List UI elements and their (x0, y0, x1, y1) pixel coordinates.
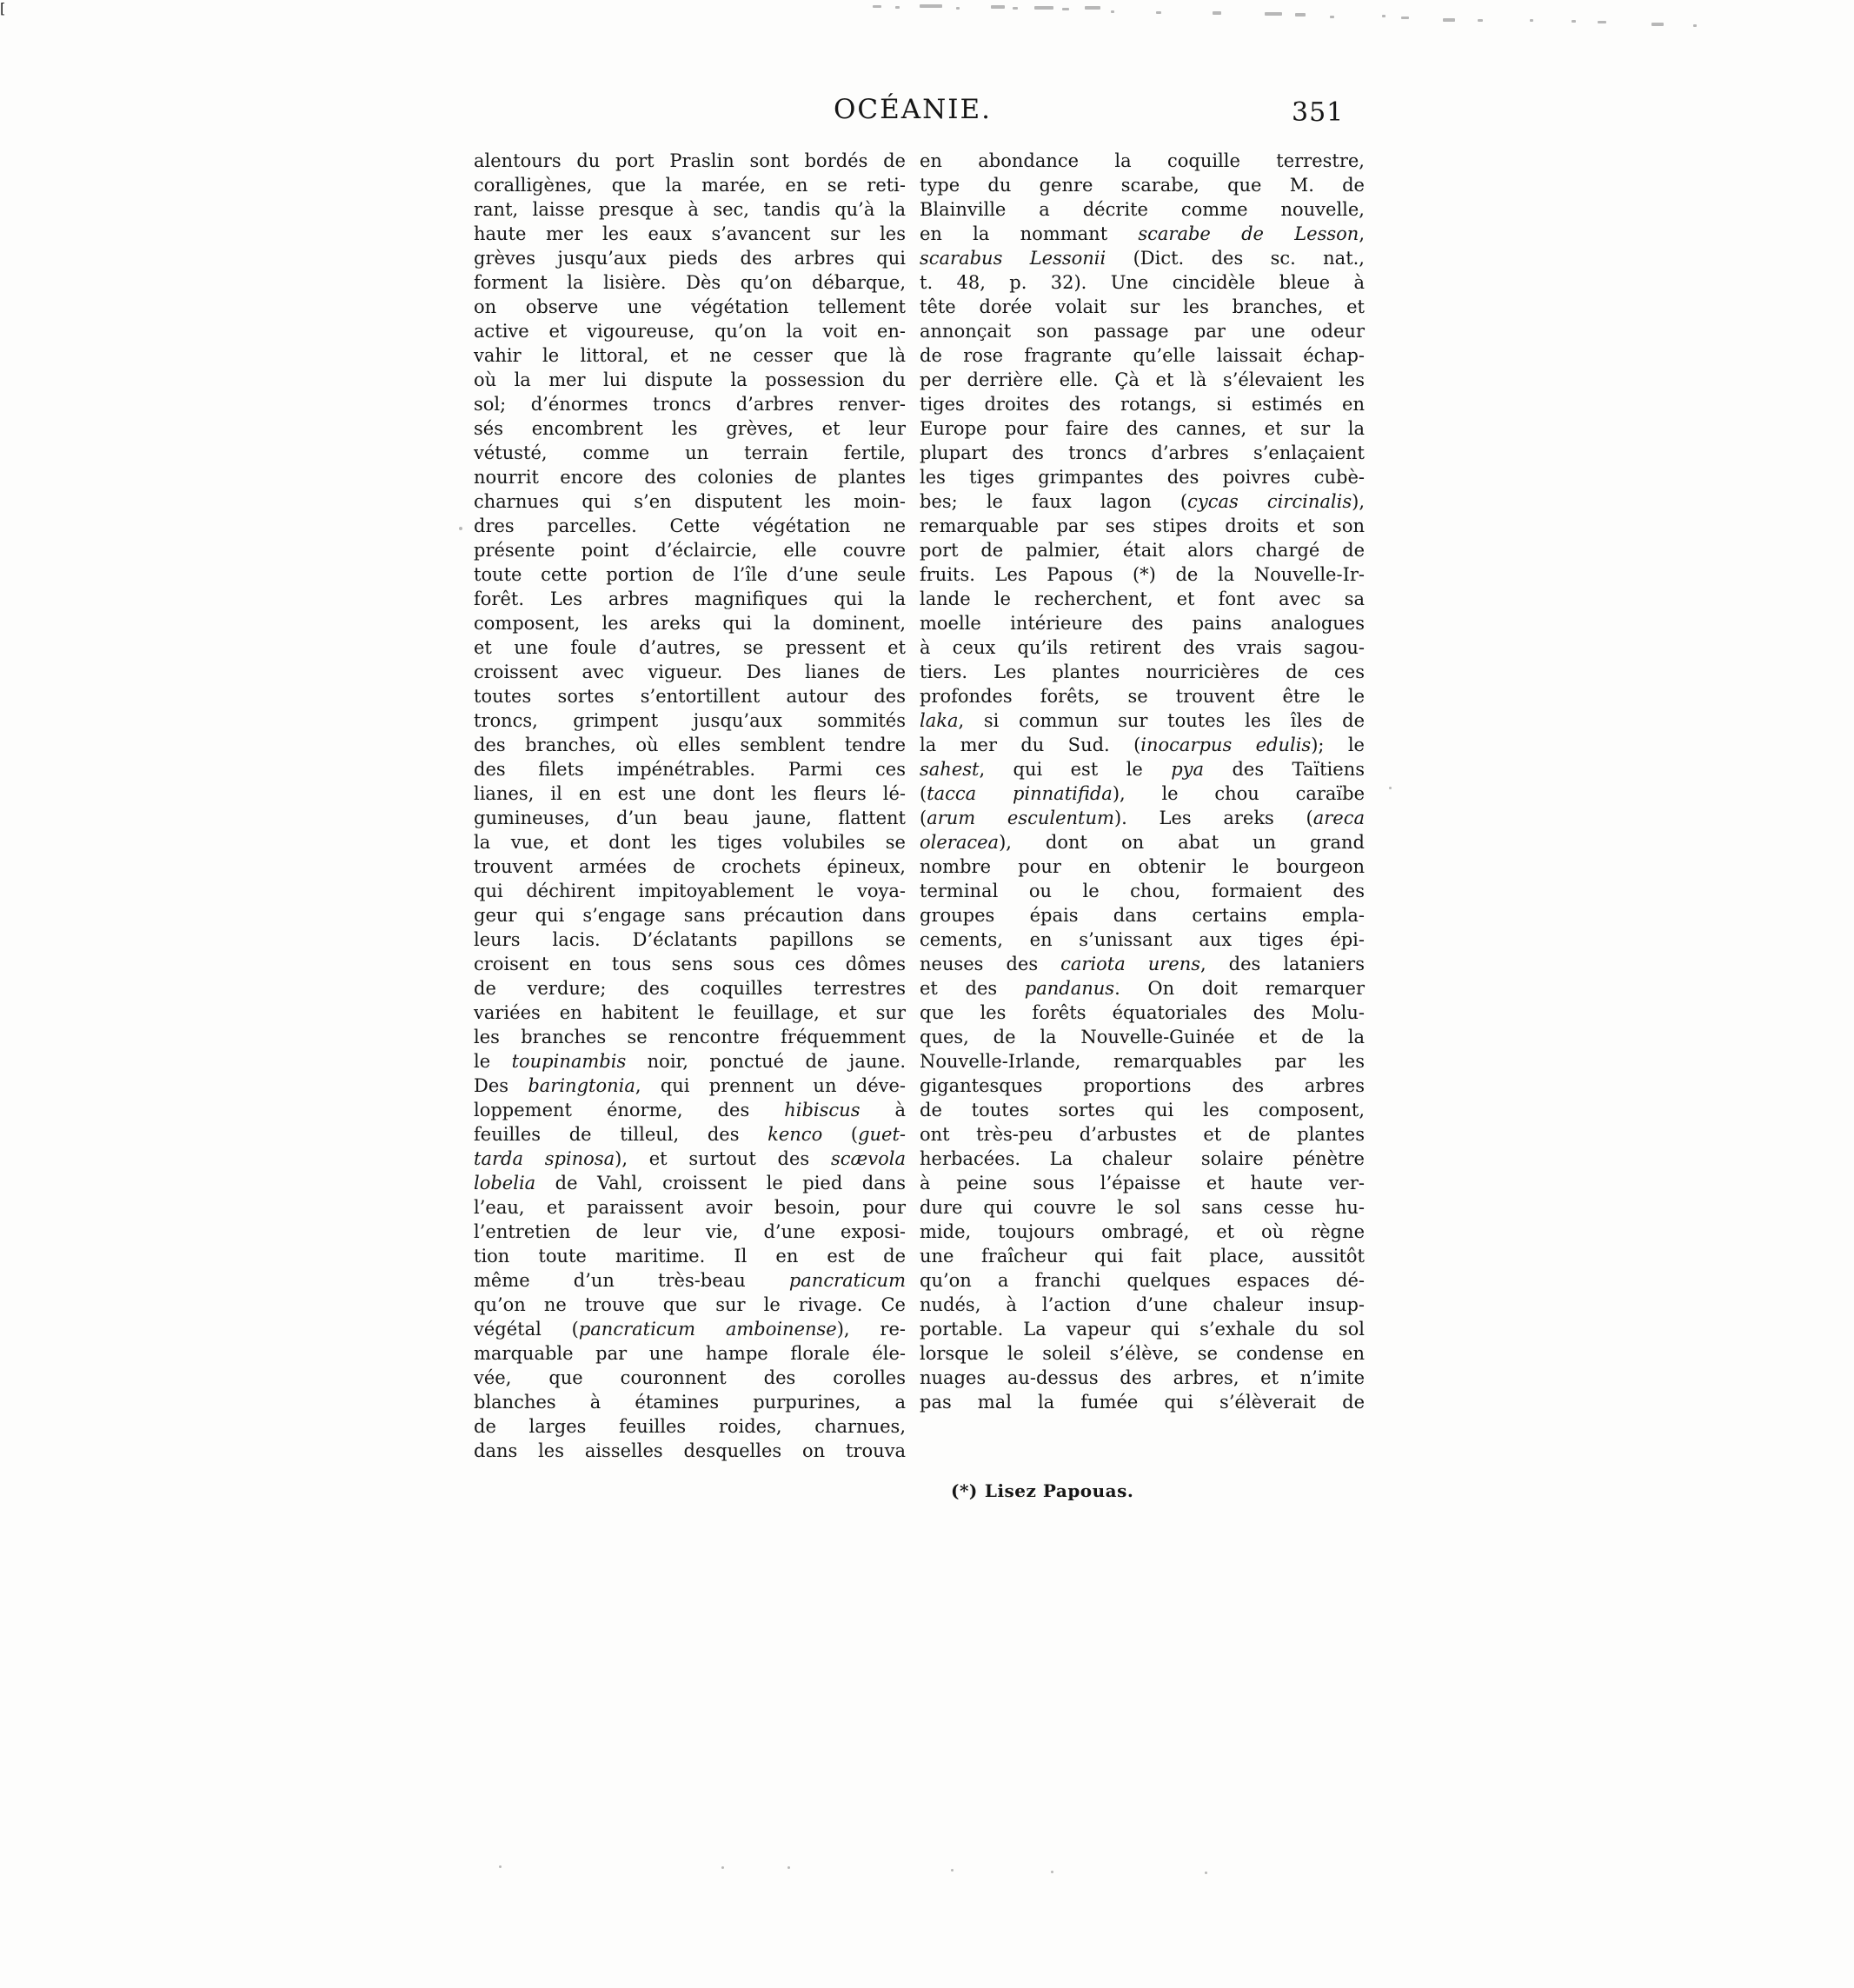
text-segment: en la nommant (920, 223, 1139, 244)
text-segment: , qui est le (979, 759, 1172, 780)
text-segment: ), dont on abat un grand (999, 832, 1365, 853)
text-line (474, 879, 906, 903)
text-line (474, 149, 906, 173)
text-line (474, 514, 906, 538)
text-line (920, 830, 1365, 854)
text-segment: , qui prennent un déve- (635, 1075, 907, 1096)
text-line (920, 1366, 1365, 1390)
text-segment: dres parcelles. Cette végétation ne (474, 515, 906, 536)
text-segment: troncs, grimpent jusqu’aux sommités (474, 710, 906, 731)
text-segment: présente point d’éclaircie, elle couvre (474, 540, 906, 561)
text-segment: fruits. Les Papous (*) de la Nouvelle-Ir- (920, 564, 1365, 585)
text-line (474, 343, 906, 368)
text-line (474, 392, 906, 416)
text-segment: la vue, et dont les tiges volubiles se (474, 832, 906, 853)
text-segment: lande le recherchent, et font avec sa (920, 588, 1365, 609)
italic-text-segment: guet- (858, 1124, 906, 1145)
text-line (474, 489, 906, 514)
text-segment: une fraîcheur qui fait place, aussitôt (920, 1246, 1365, 1267)
text-segment: alentours du port Praslin sont bordés de (474, 150, 906, 171)
text-segment: le (474, 1051, 512, 1072)
text-line (920, 489, 1365, 514)
text-line (474, 197, 906, 222)
text-line (920, 587, 1365, 611)
text-segment: qui déchirent impitoyablement le voya- (474, 881, 906, 901)
text-segment: coralligènes, que la marée, en se reti- (474, 175, 906, 196)
running-title: OCÉANIE. (833, 94, 992, 125)
text-segment: de verdure; des coquilles terrestres (474, 978, 906, 999)
text-segment: de toutes sortes qui les composent, (920, 1100, 1365, 1120)
text-segment: ont très-peu d’arbustes et de plantes (920, 1124, 1365, 1145)
text-line (474, 1341, 906, 1366)
text-line (920, 149, 1365, 173)
text-segment: gumineuses, d’un beau jaune, flattent (474, 808, 906, 828)
italic-text-segment: laka (920, 710, 959, 731)
text-line (474, 173, 906, 197)
text-line (920, 441, 1365, 465)
text-line (474, 781, 906, 806)
text-line (920, 1147, 1365, 1171)
text-segment: nudés, à l’action d’une chaleur insup- (920, 1294, 1365, 1315)
text-line (474, 952, 906, 976)
text-line (920, 1268, 1365, 1293)
text-segment: toutes sortes s’entortillent autour des (474, 686, 906, 707)
text-line (920, 1390, 1365, 1414)
text-segment: ( (920, 783, 927, 804)
text-line (474, 708, 906, 733)
text-segment: dans les aisselles desquelles on trouva (474, 1440, 906, 1461)
text-segment: trouvent armées de crochets épineux, (474, 856, 906, 877)
text-line (474, 1220, 906, 1244)
text-line (474, 319, 906, 343)
text-line (920, 1220, 1365, 1244)
text-segment: per derrière elle. Çà et là s’élevaient les (920, 369, 1365, 390)
italic-text-segment: inocarpus edulis (1140, 735, 1312, 755)
text-segment: croisent en tous sens sous ces dômes (474, 954, 906, 974)
text-line (474, 538, 906, 562)
text-segment: vahir le littoral, et ne cesser que là (474, 345, 906, 366)
italic-text-segment: scævola (830, 1148, 906, 1169)
text-segment: l’entretien de leur vie, d’une exposi- (474, 1221, 906, 1242)
italic-text-segment: areca (1312, 808, 1365, 828)
text-segment: ); le (1311, 735, 1365, 755)
italic-text-segment: pandanus (1024, 978, 1115, 999)
italic-text-segment: pancraticum amboinense (578, 1319, 837, 1340)
text-segment: composent, les areks qui la dominent, (474, 613, 906, 634)
text-segment: que les forêts équatoriales des Molu- (920, 1002, 1365, 1023)
text-segment: blanches à étamines purpurines, a (474, 1392, 906, 1413)
text-line (920, 879, 1365, 903)
text-segment: active et vigoureuse, qu’on la voit en- (474, 321, 906, 342)
text-line (920, 708, 1365, 733)
text-line (474, 1268, 906, 1293)
text-segment: nourrit encore des colonies de plantes (474, 467, 906, 488)
text-segment: où la mer lui dispute la possession du (474, 369, 906, 390)
text-segment: groupes épais dans certains empla- (920, 905, 1365, 926)
text-segment: gigantesques proportions des arbres (920, 1075, 1365, 1096)
text-segment: . On doit remarquer (1114, 978, 1365, 999)
text-segment: à (860, 1100, 906, 1120)
text-line (474, 830, 906, 854)
text-segment: loppement énorme, des (474, 1100, 785, 1120)
footnote-marker: (*) (951, 1480, 978, 1501)
text-line (474, 1317, 906, 1341)
text-segment: cements, en s’unissant aux tiges épi- (920, 929, 1365, 950)
text-line (920, 781, 1365, 806)
text-line (920, 733, 1365, 757)
text-segment: ), (1352, 491, 1365, 512)
text-segment: tête dorée volait sur les branches, et (920, 296, 1365, 317)
text-line (474, 1025, 906, 1049)
text-line (920, 246, 1365, 270)
italic-text-segment: lobelia (474, 1173, 536, 1193)
text-line (474, 587, 906, 611)
text-segment: annonçait son passage par une odeur (920, 321, 1365, 342)
text-line (474, 928, 906, 952)
text-line (474, 416, 906, 441)
text-segment: herbacées. La chaleur solaire pénètre (920, 1148, 1365, 1169)
text-line (920, 343, 1365, 368)
text-line (474, 246, 906, 270)
text-segment: ( (822, 1124, 859, 1145)
text-segment: les branches se rencontre fréquemment (474, 1027, 906, 1047)
text-line (920, 903, 1365, 928)
text-line (920, 465, 1365, 489)
text-segment: on observe une végétation tellement (474, 296, 906, 317)
text-segment: t. 48, p. 32). Une cincidèle bleue à (920, 272, 1365, 293)
text-line (474, 976, 906, 1001)
text-segment: des branches, où elles semblent tendre (474, 735, 906, 755)
text-segment: mide, toujours ombragé, et où règne (920, 1221, 1365, 1242)
text-line (920, 684, 1365, 708)
text-line (920, 1122, 1365, 1147)
text-line (474, 270, 906, 295)
text-segment: port de palmier, était alors chargé de (920, 540, 1365, 561)
text-line (920, 611, 1365, 635)
text-line (474, 733, 906, 757)
text-segment: de Vahl, croissent le pied dans (535, 1173, 906, 1193)
left-column (474, 149, 906, 1463)
text-line (920, 660, 1365, 684)
italic-text-segment: baringtonia (528, 1075, 635, 1096)
text-segment: la mer du Sud. ( (920, 735, 1141, 755)
text-line (920, 1317, 1365, 1341)
text-line (920, 854, 1365, 879)
scan-artifacts: [ (0, 0, 1854, 17)
text-line (920, 976, 1365, 1001)
text-line (474, 222, 906, 246)
italic-text-segment: hibiscus (784, 1100, 861, 1120)
text-segment: terminal ou le chou, formaient des (920, 881, 1365, 901)
text-segment: et une foule d’autres, se pressent et (474, 637, 906, 658)
text-segment: en abondance la coquille terrestre, (920, 150, 1365, 171)
text-line (474, 295, 906, 319)
text-segment: sol; d’énormes troncs d’arbres renver- (474, 394, 906, 415)
text-line (474, 806, 906, 830)
italic-text-segment: kenco (768, 1124, 823, 1145)
text-segment: pas mal la fumée qui s’élèverait de (920, 1392, 1365, 1413)
italic-text-segment: arum esculentum (927, 808, 1114, 828)
italic-text-segment: cariota urens (1060, 954, 1201, 974)
text-line (474, 1366, 906, 1390)
text-line (474, 1098, 906, 1122)
italic-text-segment: pancraticum (788, 1270, 906, 1291)
italic-text-segment: oleracea (920, 832, 1000, 853)
text-segment: qu’on a franchi quelques espaces dé- (920, 1270, 1365, 1291)
text-line (920, 295, 1365, 319)
text-line (474, 1171, 906, 1195)
text-line (920, 270, 1365, 295)
text-segment: type du genre scarabe, que M. de (920, 175, 1365, 196)
text-segment: les tiges grimpantes des poivres cubè- (920, 467, 1365, 488)
text-line (474, 684, 906, 708)
text-line (474, 562, 906, 587)
text-line (474, 441, 906, 465)
text-line (474, 1001, 906, 1025)
text-line (920, 952, 1365, 976)
text-line (920, 1074, 1365, 1098)
text-line (920, 1171, 1365, 1195)
text-segment: (Dict. des sc. nat., (1106, 248, 1365, 269)
text-line (474, 854, 906, 879)
text-line (920, 1195, 1365, 1220)
text-line (474, 635, 906, 660)
text-line (474, 1390, 906, 1414)
text-line (920, 806, 1365, 830)
right-column (920, 149, 1365, 1414)
text-line (474, 1439, 906, 1463)
text-segment: haute mer les eaux s’avancent sur les (474, 223, 906, 244)
text-line (474, 1074, 906, 1098)
text-line (920, 1341, 1365, 1366)
text-segment: charnues qui s’en disputent les moin- (474, 491, 906, 512)
text-segment: nombre pour en obtenir le bourgeon (920, 856, 1365, 877)
text-segment: des Taïtiens (1204, 759, 1365, 780)
text-line (474, 757, 906, 781)
text-line (474, 1195, 906, 1220)
text-segment: feuilles de tilleul, des (474, 1124, 768, 1145)
text-line (474, 1147, 906, 1171)
text-line (920, 1001, 1365, 1025)
text-line (920, 757, 1365, 781)
text-segment: vée, que couronnent des corolles (474, 1367, 906, 1388)
text-line (920, 635, 1365, 660)
text-segment: à ceux qu’ils retirent des vrais sagou- (920, 637, 1365, 658)
text-segment: moelle intérieure des pains analogues (920, 613, 1365, 634)
text-segment: dure qui couvre le sol sans cesse hu- (920, 1197, 1365, 1218)
text-segment: qu’on ne trouve que sur le rivage. Ce (474, 1294, 906, 1315)
text-segment: plupart des troncs d’arbres s’enlaçaient (920, 442, 1365, 463)
text-segment: rant, laisse presque à sec, tandis qu’à la (474, 199, 906, 220)
text-line (920, 1098, 1365, 1122)
text-segment: variées en habitent le feuillage, et sur (474, 1002, 906, 1023)
text-segment: même d’un très-beau (474, 1270, 789, 1291)
text-segment: de larges feuilles roides, charnues, (474, 1416, 906, 1437)
text-segment: ), re- (836, 1319, 906, 1340)
text-segment: , des lataniers (1200, 954, 1365, 974)
text-segment: marquable par une hampe florale éle- (474, 1343, 906, 1364)
text-segment: des filets impénétrables. Parmi ces (474, 759, 906, 780)
text-line (474, 903, 906, 928)
text-line (920, 1049, 1365, 1074)
text-segment: croissent avec vigueur. Des lianes de (474, 662, 906, 682)
text-segment: grèves jusqu’aux pieds des arbres qui (474, 248, 906, 269)
page-number: 351 (1292, 97, 1345, 128)
text-line (920, 319, 1365, 343)
text-segment: Europe pour faire des cannes, et sur la (920, 418, 1365, 439)
italic-text-segment: cycas circinalis (1187, 491, 1352, 512)
text-segment: , si commun sur toutes les îles de (958, 710, 1365, 731)
text-segment: leurs lacis. D’éclatants papillons se (474, 929, 906, 950)
text-line (474, 368, 906, 392)
text-line (920, 562, 1365, 587)
text-line (474, 660, 906, 684)
text-line (474, 611, 906, 635)
italic-text-segment: toupinambis (511, 1051, 627, 1072)
text-segment: bes; le faux lagon ( (920, 491, 1188, 512)
text-segment: tiers. Les plantes nourricières de ces (920, 662, 1365, 682)
text-segment: forment la lisière. Dès qu’on débarque, (474, 272, 906, 293)
text-segment: et des (920, 978, 1025, 999)
text-segment: Nouvelle-Irlande, remarquables par les (920, 1051, 1365, 1072)
text-line (474, 1414, 906, 1439)
text-segment: geur qui s’engage sans précaution dans (474, 905, 906, 926)
italic-text-segment: tarda spinosa (474, 1148, 615, 1169)
text-segment: de rose fragrante qu’elle laissait échap- (920, 345, 1365, 366)
text-line (920, 368, 1365, 392)
text-line (474, 465, 906, 489)
text-line (474, 1049, 906, 1074)
text-segment: lorsque le soleil s’élève, se condense en (920, 1343, 1365, 1364)
text-line (920, 514, 1365, 538)
text-segment: portable. La vapeur qui s’exhale du sol (920, 1319, 1365, 1340)
text-segment: , (1359, 223, 1365, 244)
text-segment: l’eau, et paraissent avoir besoin, pour (474, 1197, 906, 1218)
text-line (920, 1244, 1365, 1268)
text-segment: noir, ponctué de jaune. (626, 1051, 906, 1072)
text-line (920, 222, 1365, 246)
italic-text-segment: sahest (920, 759, 980, 780)
text-segment: neuses des (920, 954, 1061, 974)
italic-text-segment: scarabus Lessonii (920, 248, 1106, 269)
text-segment: toute cette portion de l’île d’une seule (474, 564, 906, 585)
footnote (951, 1480, 1133, 1501)
text-segment: tion toute maritime. Il en est de (474, 1246, 906, 1267)
text-segment: sés encombrent les grèves, et leur (474, 418, 906, 439)
text-line (474, 1244, 906, 1268)
text-segment: tiges droites des rotangs, si estimés en (920, 394, 1365, 415)
text-segment: Blainville a décrite comme nouvelle, (920, 199, 1365, 220)
text-segment: ), le chou caraïbe (1112, 783, 1366, 804)
italic-text-segment: scarabe de Lesson (1138, 223, 1359, 244)
text-line (920, 928, 1365, 952)
italic-text-segment: pya (1171, 759, 1205, 780)
text-segment: profondes forêts, se trouvent être le (920, 686, 1365, 707)
text-segment: végétal ( (474, 1319, 579, 1340)
text-line (474, 1293, 906, 1317)
italic-text-segment: tacca pinnatifida (927, 783, 1113, 804)
text-line (920, 416, 1365, 441)
text-line (920, 173, 1365, 197)
text-line (474, 1122, 906, 1147)
text-segment: lianes, il en est une dont les fleurs lé- (474, 783, 906, 804)
text-line (920, 392, 1365, 416)
footnote-text: Lisez Papouas. (984, 1480, 1134, 1501)
text-line (920, 1293, 1365, 1317)
text-segment: forêt. Les arbres magnifiques qui la (474, 588, 906, 609)
text-line (920, 1025, 1365, 1049)
text-segment: nuages au-dessus des arbres, et n’imite (920, 1367, 1365, 1388)
text-segment: remarquable par ses stipes droits et son (920, 515, 1365, 536)
text-segment: vétusté, comme un terrain fertile, (474, 442, 906, 463)
text-segment: à peine sous l’épaisse et haute ver- (920, 1173, 1365, 1193)
text-line (920, 197, 1365, 222)
text-line (920, 538, 1365, 562)
text-segment: ques, de la Nouvelle-Guinée et de la (920, 1027, 1365, 1047)
text-segment: ( (920, 808, 927, 828)
text-segment: ). Les areks ( (1113, 808, 1313, 828)
text-segment: Des (474, 1075, 528, 1096)
text-segment: ), et surtout des (615, 1148, 831, 1169)
